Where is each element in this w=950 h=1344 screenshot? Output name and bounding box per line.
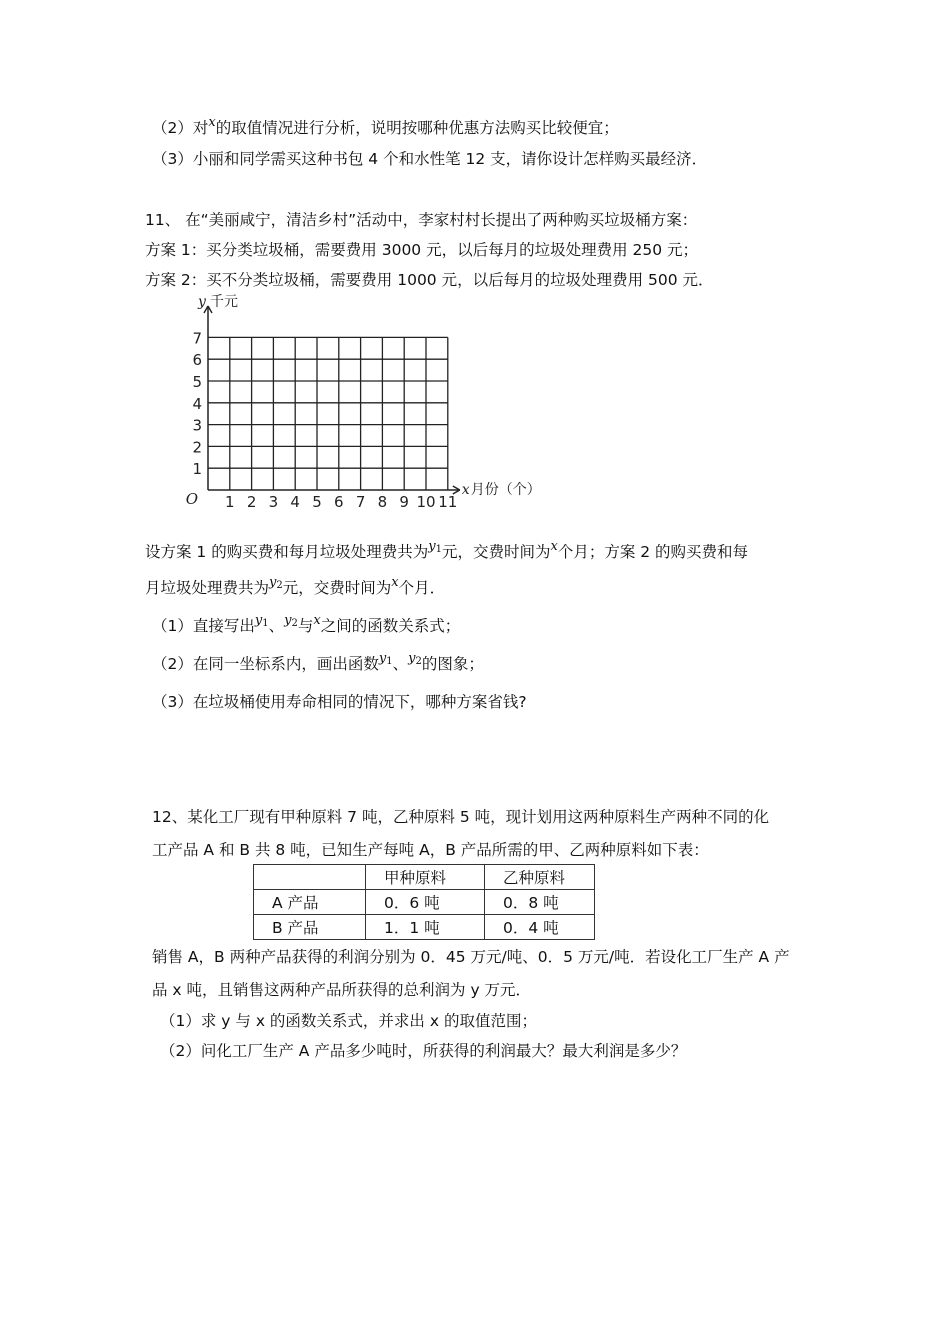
problem-12-intro-2: 工产品 A 和 B 共 8 吨，已知生产每吨 A，B 产品所需的甲、乙两种原料如下表： [152, 841, 709, 859]
problem-11-intro: 11、 在“美丽咸宁，清洁乡村”活动中，李家村村长提出了两种购买垃圾桶方案： [145, 211, 698, 229]
x-tick-label: 4 [290, 493, 300, 511]
problem-11-desc-1: 设方案 1 的购买费和每月垃圾处理费共为$^{y1}$元，交费时间为$^x$个月；方案 2 的购买费和每 [145, 539, 749, 561]
x-tick-label: 9 [399, 493, 409, 511]
table-header-cell [254, 865, 366, 890]
table-cell: 0．8 吨 [485, 890, 595, 915]
table-header-cell: 甲种原料 [366, 865, 485, 890]
origin-label: O [186, 490, 198, 508]
x-axis-unit: 月份（个） [470, 482, 541, 498]
prev-question-2: （2）对$^x$的取值情况进行分析，说明按哪种优惠方法购买比较便宜； [152, 115, 619, 137]
problem-12-text-2: 品 x 吨，且销售这两种产品所获得的总利润为 y 万元． [152, 981, 532, 999]
x-tick-label: 10 [416, 493, 436, 511]
x-tick-label: 7 [355, 493, 366, 511]
problem-11-question-2: （2）在同一坐标系内，画出函数$^{y1}$、$^{y2}$的图象； [152, 651, 484, 673]
table-row [254, 915, 595, 940]
problem-12-question-1: （1）求 y 与 x 的函数关系式，并求出 x 的取值范围； [160, 1012, 537, 1030]
table-header-row [254, 865, 595, 890]
coordinate-grid [186, 292, 566, 514]
x-tick-label: 1 [225, 493, 235, 511]
problem-12-question-2: （2）问化工厂生产 A 产品多少吨时，所获得的利润最大？最大利润是多少？ [160, 1042, 687, 1060]
x-tick-label: 3 [268, 493, 279, 511]
x-tick-label: 11 [438, 493, 458, 511]
y-axis-variable: y [198, 294, 206, 310]
materials-table [253, 864, 595, 940]
x-tick-label: 2 [246, 493, 257, 511]
y-tick-label: 7 [192, 329, 202, 348]
x-tick-label: 8 [377, 493, 388, 511]
y-axis-unit: 千元 [210, 294, 238, 310]
table-cell: B 产品 [254, 915, 366, 940]
y-tick-label: 4 [192, 394, 202, 413]
grid-lines [208, 337, 448, 490]
x-tick-label: 6 [334, 493, 344, 511]
problem-12-intro-1: 12、某化工厂现有甲种原料 7 吨，乙种原料 5 吨，现计划用这两种原料生产两种不同的化 [152, 808, 770, 826]
y-tick-label: 5 [192, 373, 202, 391]
table-cell: A 产品 [254, 890, 366, 915]
y-tick-label: 3 [192, 416, 202, 435]
problem-11-plan-1: 方案 1：买分类垃圾桶，需要费用 3000 元，以后每月的垃圾处理费用 250 元； [145, 241, 699, 259]
x-tick-label: 5 [312, 493, 322, 511]
problem-11-desc-2: 月垃圾处理费共为$^{y2}$元，交费时间为$^x$个月． [145, 575, 446, 597]
x-axis-variable: x [461, 482, 470, 498]
y-tick-label: 2 [192, 438, 202, 457]
table-cell: 0．4 吨 [485, 915, 595, 940]
axes [204, 306, 460, 494]
y-tick-label: 6 [192, 351, 202, 370]
problem-11-question-1: （1）直接写出$^{y1}$、$^{y2}$与$^x$之间的函数关系式； [152, 613, 461, 635]
table-cell: 0．6 吨 [366, 890, 485, 915]
table-header-cell: 乙种原料 [485, 865, 595, 890]
y-tick-label: 1 [192, 460, 202, 479]
problem-11-plan-2: 方案 2：买不分类垃圾桶，需要费用 1000 元，以后每月的垃圾处理费用 500 元． [145, 271, 714, 289]
table-cell: 1．1 吨 [366, 915, 485, 940]
table-row [254, 890, 595, 915]
problem-11-question-3: （3）在垃圾桶使用寿命相同的情况下，哪种方案省钱? [152, 693, 527, 711]
prev-question-3: （3）小丽和同学需买这种书包 4 个和水性笔 12 支，请你设计怎样购买最经济． [152, 150, 708, 168]
problem-12-text-1: 销售 A，B 两种产品获得的利润分别为 0．45 万元/吨、0．5 万元/吨．若设化工厂生产 A 产 [152, 948, 790, 966]
